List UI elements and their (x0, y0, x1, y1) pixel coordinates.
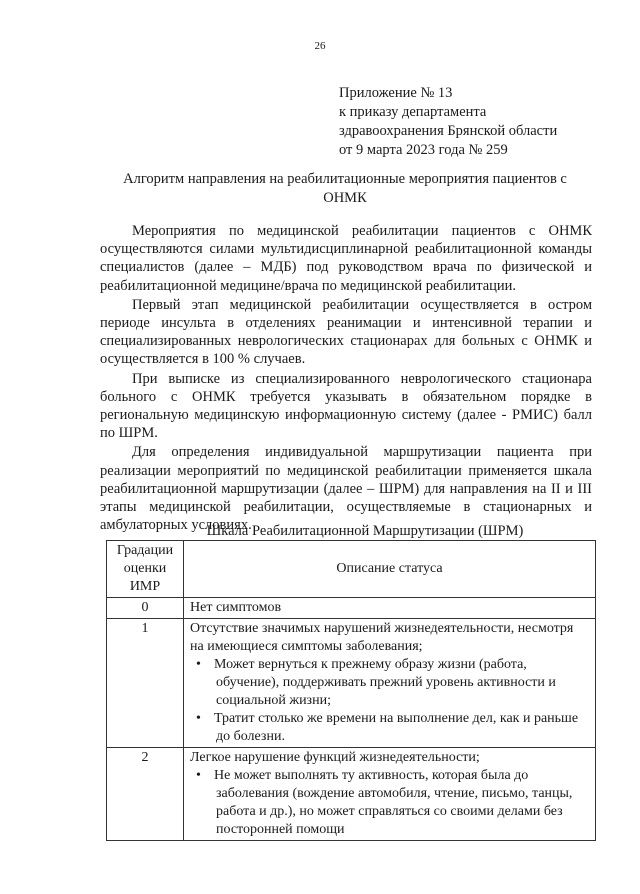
status-bullet (190, 767, 589, 839)
paragraph: Мероприятия по медицинской реабилитации пациентов с ОНМК осуществляются силами мультидисциплинарной реабилитационной команды специалистов (далее – МДБ) под руководством врача по физической и реабилитационной медицине/врача по медицинской реабилитации. (100, 223, 592, 294)
description-cell (184, 598, 596, 619)
description-cell (184, 619, 596, 748)
header-grade: Градации оценки ИМР (107, 541, 184, 598)
document-title: Алгоритм направления на реабилитационные мероприятия пациентов с ОНМК (123, 171, 567, 206)
grade-cell: 1 (107, 619, 184, 748)
status-bullet (190, 710, 589, 746)
table-row (107, 748, 596, 841)
status-bullet (190, 656, 589, 710)
grade-cell: 2 (107, 748, 184, 841)
appendix-line: от 9 марта 2023 года № 259 (339, 142, 508, 158)
appendix-header (339, 84, 557, 160)
page-number: 26 (314, 40, 326, 52)
bullet-mark: • (196, 768, 201, 783)
paragraph: Для определения индивидуальной маршрутизации пациента при реализации мероприятий по медицинской реабилитации применяется шкала реабилитационной маршрутизации (далее – ШРМ) для направления на II и III этапы медицинской реабилитации, осуществляемые в стационарных и амбулаторных условиях. (100, 444, 592, 534)
paragraph: Первый этап медицинской реабилитации осуществляется в остром периоде инсульта в отделениях реанимации и интенсивной терапии и специализированных неврологических стационарах для больных с ОНМК и осуществляется в 100 % случаев. (100, 296, 592, 368)
appendix-line: Приложение № 13 (339, 85, 453, 101)
table-row (107, 619, 596, 748)
body-text (100, 222, 592, 535)
paragraph: При выписке из специализированного неврологического стационара больного с ОНМК требуется указывать в обязательном порядке в региональную медицинскую информационную систему (далее - РМИС) балл по ШРМ. (100, 370, 592, 442)
bullet-text: Не может выполнять ту активность, которая была до заболевания (вождение автомобиля, чтение, письмо, танцы, работа и др.), но может справляться со своими делами без посторонней помощи (214, 768, 573, 837)
bullet-mark: • (196, 657, 201, 672)
bullet-text: Может вернуться к прежнему образу жизни (работа, обучение), поддерживать прежний уровень активности и социальной жизни; (214, 657, 556, 708)
table-header-row (107, 541, 596, 598)
status-lead: Легкое нарушение функций жизнедеятельности; (190, 750, 480, 765)
status-lead: Нет симптомов (190, 600, 282, 615)
status-lead: Отсутствие значимых нарушений жизнедеятельности, несмотря на имеющиеся симптомы заболевания; (190, 621, 574, 654)
appendix-line: здравоохранения Брянской области (339, 123, 558, 139)
header-description: Описание статуса (184, 541, 596, 598)
description-cell (184, 748, 596, 841)
table-caption: Шкала Реабилитационной Маршрутизации (ШРМ) (206, 523, 524, 539)
bullet-text: Тратит столько же времени на выполнение дел, как и раньше до болезни. (214, 711, 579, 744)
bullet-mark: • (196, 711, 201, 726)
appendix-line: к приказу департамента (339, 104, 487, 120)
grade-cell: 0 (107, 598, 184, 619)
table-row (107, 598, 596, 619)
shrm-table (106, 540, 596, 841)
